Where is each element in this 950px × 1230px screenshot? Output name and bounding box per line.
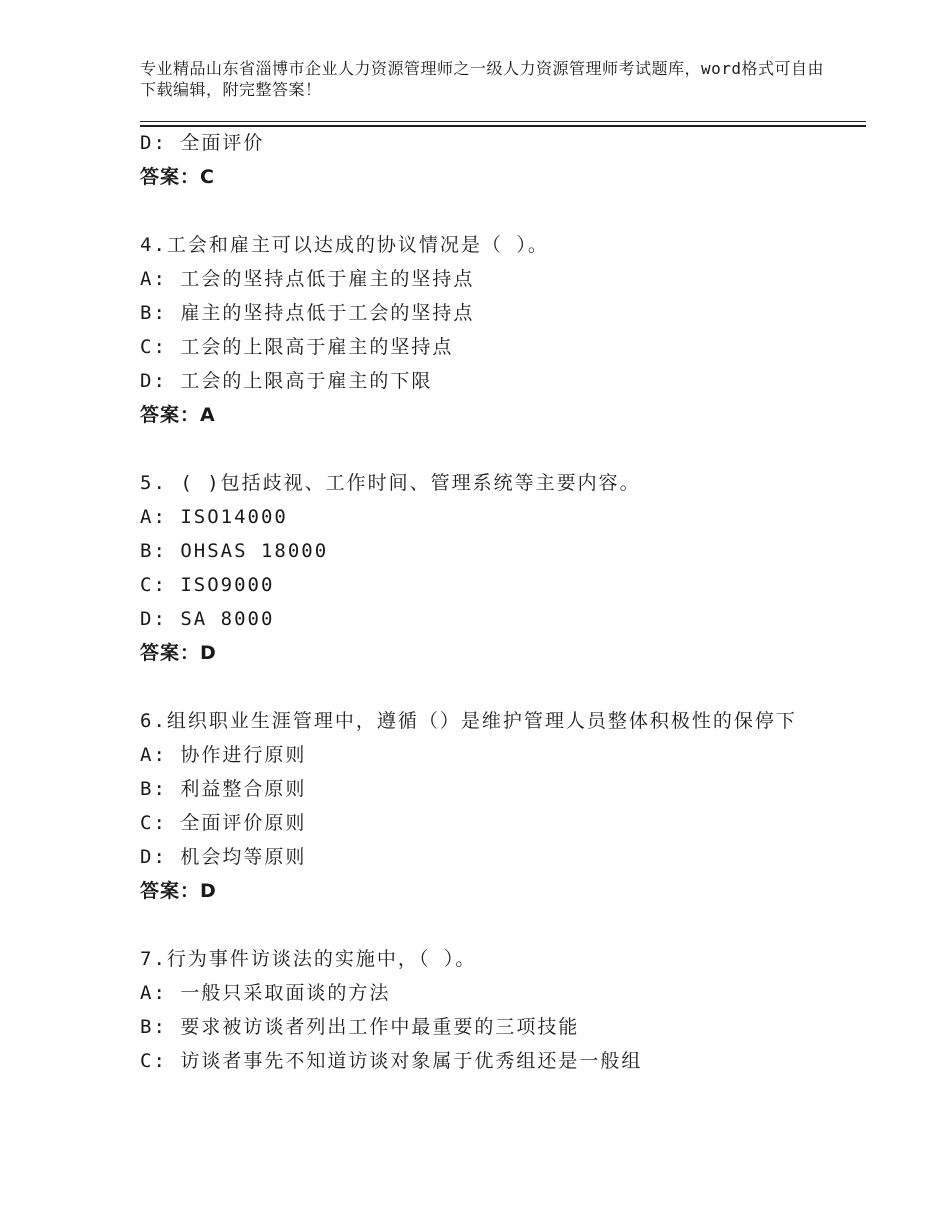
question-stem: 5. ( )包括歧视、工作时间、管理系统等主要内容。 [140, 472, 641, 494]
option-b: B: 雇主的坚持点低于工会的坚持点 [140, 302, 475, 324]
answer-line: 答案：A [140, 404, 216, 426]
question-content [140, 126, 840, 1078]
option-c: C: 全面评价原则 [140, 812, 307, 834]
option-c: C: 工会的上限高于雇主的坚持点 [140, 336, 454, 358]
option-a: A: 一般只采取面谈的方法 [140, 982, 391, 1004]
question-block [140, 466, 840, 670]
answer-line: 答案：C [140, 166, 215, 188]
spacer [140, 432, 840, 466]
answer-line: 答案：D [140, 880, 217, 902]
question-stem: 6.组织职业生涯管理中，遵循（）是维护管理人员整体积极性的保停下 [140, 710, 797, 732]
question-stem: 4.工会和雇主可以达成的协议情况是（ ）。 [140, 234, 549, 256]
question-block [140, 228, 840, 432]
option-b: B: OHSAS 18000 [140, 540, 329, 562]
option-d: D: SA 8000 [140, 608, 275, 630]
spacer [140, 194, 840, 228]
option-d: D: 全面评价 [140, 132, 265, 154]
spacer [140, 908, 840, 942]
option-c: C: 访谈者事先不知道访谈对象属于优秀组还是一般组 [140, 1050, 643, 1072]
spacer [140, 670, 840, 704]
option-d: D: 工会的上限高于雇主的下限 [140, 370, 433, 392]
option-c: C: ISO9000 [140, 574, 275, 596]
option-a: A: 工会的坚持点低于雇主的坚持点 [140, 268, 475, 290]
option-b: B: 利益整合原则 [140, 778, 307, 800]
document-header: 专业精品山东省淄博市企业人力资源管理师之一级人力资源管理师考试题库，word格式可自由下载编辑，附完整答案！ [140, 59, 825, 99]
header-divider-thin [140, 121, 866, 122]
option-a: A: ISO14000 [140, 506, 288, 528]
question-block [140, 704, 840, 908]
question-block [140, 942, 840, 1078]
question-stem: 7.行为事件访谈法的实施中，（ ）。 [140, 948, 477, 970]
answer-line: 答案：D [140, 642, 217, 664]
option-a: A: 协作进行原则 [140, 744, 307, 766]
option-b: B: 要求被访谈者列出工作中最重要的三项技能 [140, 1016, 580, 1038]
option-d: D: 机会均等原则 [140, 846, 307, 868]
